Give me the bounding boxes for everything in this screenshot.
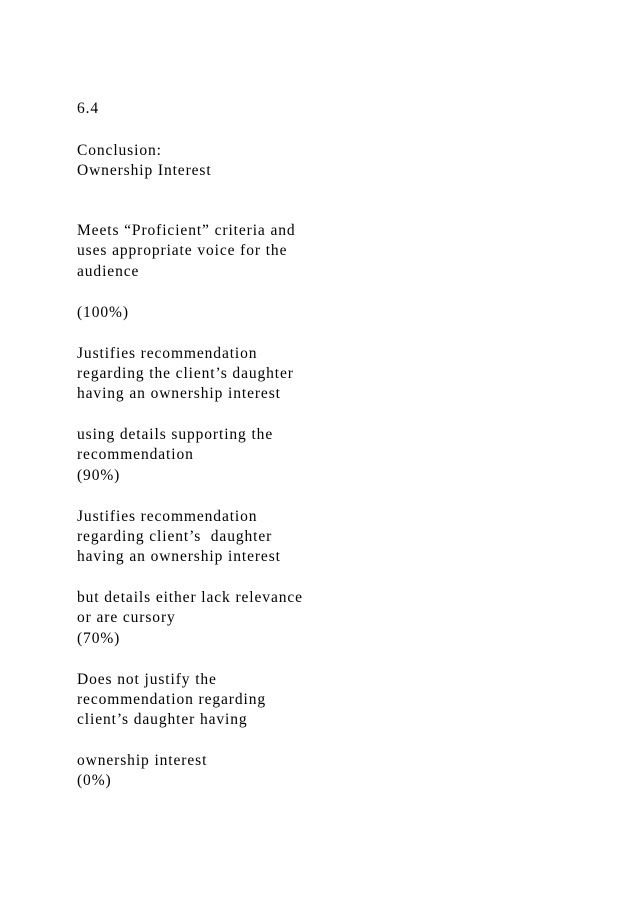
level-1-description-line-3: audience: [77, 263, 140, 280]
level-4-score: (0%): [77, 772, 112, 789]
level-3-description-line-5: or are cursory: [77, 609, 176, 626]
level-2-description-line-4: using details supporting the: [77, 426, 274, 443]
level-3-score: (70%): [77, 630, 121, 647]
level-1-description-line-2: uses appropriate voice for the: [77, 242, 288, 259]
level-1-description-line-1: Meets “Proficient” criteria and: [77, 222, 296, 239]
level-2-description-line-5: recommendation: [77, 446, 194, 463]
section-number: 6.4: [77, 100, 100, 117]
level-4-description-line-2: recommendation regarding: [77, 691, 267, 708]
heading-line-2: Ownership Interest: [77, 162, 212, 179]
heading-line-1: Conclusion:: [77, 142, 162, 159]
level-3-description-line-1: Justifies recommendation: [77, 508, 258, 525]
level-4-description-line-4: ownership interest: [77, 752, 208, 769]
level-2-score: (90%): [77, 467, 121, 484]
level-3-description-line-2: regarding client’s daughter: [77, 528, 273, 545]
level-1-score: (100%): [77, 304, 129, 321]
level-2-description-line-3: having an ownership interest: [77, 385, 281, 402]
level-3-description-line-3: having an ownership interest: [77, 548, 281, 565]
level-2-description-line-2: regarding the client’s daughter: [77, 365, 294, 382]
level-3-description-line-4: but details either lack relevance: [77, 589, 303, 606]
level-4-description-line-3: client’s daughter having: [77, 711, 248, 728]
level-2-description-line-1: Justifies recommendation: [77, 345, 258, 362]
level-4-description-line-1: Does not justify the: [77, 671, 217, 688]
